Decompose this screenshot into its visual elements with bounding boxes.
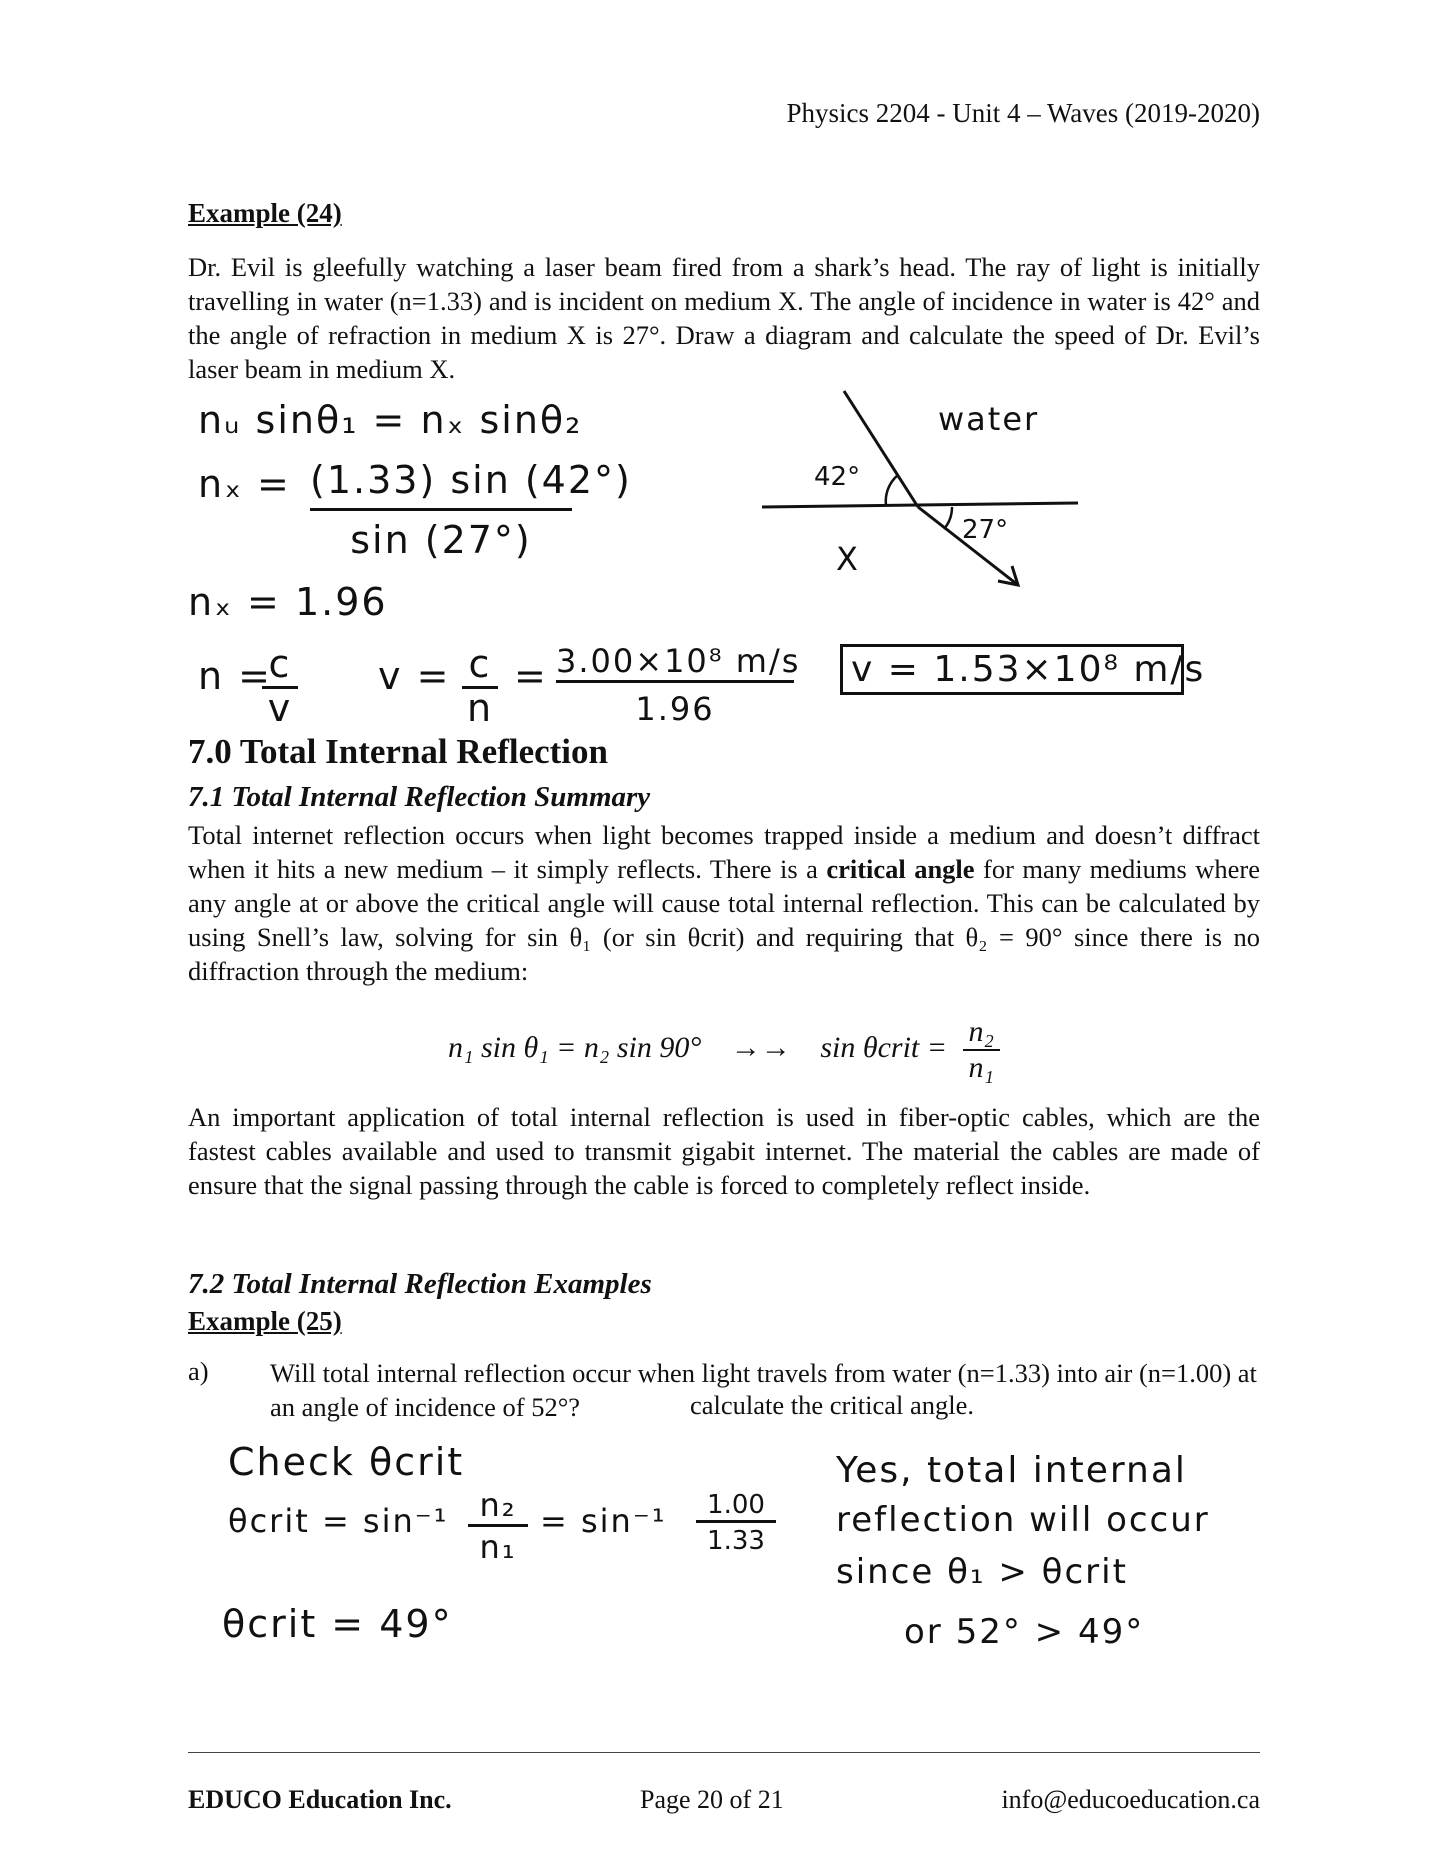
example-25-item-label: a) xyxy=(188,1356,209,1386)
work-v-label: v = xyxy=(378,654,451,698)
incidence-angle-arc xyxy=(886,475,898,505)
boundary-line xyxy=(762,503,1078,507)
diagram-angle-incidence: 42° xyxy=(814,462,861,492)
example-25-item-text: Will total internal reflection occur when light travels from water (n=1.33) into air (n=1.00) at an angle of incidence of 52°? xyxy=(270,1358,1257,1422)
section-7-title: 7.0 Total Internal Reflection xyxy=(188,732,608,771)
work-nx-denominator: sin (27°) xyxy=(350,518,532,562)
equation-arrow: →→ xyxy=(730,1030,791,1064)
critical-angle-equation xyxy=(188,1015,1260,1085)
footer-page-number: Page 20 of 21 xyxy=(640,1785,784,1814)
section-7-2-title: 7.2 Total Internal Reflection Examples xyxy=(188,1268,652,1300)
example-24-title: Example (24) xyxy=(188,198,342,228)
answer-line-4: or 52° > 49° xyxy=(904,1612,1145,1652)
crit-frac2-num: 1.00 xyxy=(696,1490,776,1523)
equation-right: sin θcrit = xyxy=(820,1030,947,1064)
crit-formula-mid: = sin⁻¹ xyxy=(540,1502,667,1540)
fiber-optic-paragraph: An important application of total internal reflection is used in fiber-optic cables, which are the fastest cables available and used to transmit gigabit internet. The material the cables are made of ensure that the signal passing through the cable is forced to completely reflect inside. xyxy=(188,1102,1260,1200)
equation-left: n₁ sin θ₁ = n₂ sin 90° xyxy=(448,1030,702,1064)
example-25-title: Example (25) xyxy=(188,1306,342,1336)
tir-summary-part1: Total internet reflection occurs when light becomes trapped inside a medium and doesn’t diffract when it hits a new medium – it simply reflects. There is a xyxy=(188,820,1260,884)
crit-result: θcrit = 49° xyxy=(222,1602,453,1646)
work-v-equals: = xyxy=(514,654,548,698)
diagram-label-x: X xyxy=(836,540,860,578)
equation-numerator: n₂ xyxy=(963,1015,1000,1051)
work-nx-label: nₓ = xyxy=(198,462,291,506)
crit-frac2-den: 1.33 xyxy=(707,1526,765,1556)
work-snell-equation: nᵤ sinθ₁ = nₓ sinθ₂ xyxy=(198,398,583,442)
work-n-num: c xyxy=(262,642,298,689)
work-n-label: n = xyxy=(198,654,273,698)
example-24-text: Dr. Evil is gleefully watching a laser beam fired from a shark’s head. The ray of light is initially travelling in water (n=1.33) and is incident on medium X. The angle of incidence in water is 42° and the angle of refraction in medium X is 27°. Draw a diagram and calculate the speed of Dr. Evil’s laser beam in medium X. xyxy=(188,252,1260,384)
diagram-angle-refraction: 27° xyxy=(962,515,1009,545)
tir-summary-part2: for many mediums where any angle at or above the critical angle will cause total internal reflection. This can be calculated by using Snell’s law, solving for sin θ₁ (or sin θcrit) and requiring that θ₂ = 90° since there is no diffraction through the medium: xyxy=(188,854,1260,986)
work-final-answer: v = 1.53×10⁸ m/s xyxy=(840,644,1184,695)
example-25-item-text2: calculate the critical angle. xyxy=(690,1390,974,1420)
critical-angle-term: critical angle xyxy=(826,854,975,884)
work-n-den: v xyxy=(267,686,293,730)
answer-line-2: reflection will occur xyxy=(836,1500,1210,1540)
footer-divider xyxy=(188,1752,1260,1753)
diagram-label-water: water xyxy=(938,400,1040,438)
crit-frac1-num: n₂ xyxy=(468,1486,528,1527)
work-v-den: n xyxy=(466,686,494,730)
work-v-num2: 3.00×10⁸ m/s xyxy=(556,642,794,683)
equation-denominator: n₁ xyxy=(968,1051,994,1084)
crit-formula-lhs: θcrit = sin⁻¹ xyxy=(228,1502,449,1540)
refraction-diagram xyxy=(760,385,1090,605)
work-nx-numerator: (1.33) sin (42°) xyxy=(310,458,572,511)
refraction-angle-arc xyxy=(944,507,952,529)
footer-company: EDUCO Education Inc. xyxy=(188,1785,452,1814)
section-7-1-title: 7.1 Total Internal Reflection Summary xyxy=(188,781,651,813)
page-header-title: Physics 2204 - Unit 4 – Waves (2019-2020) xyxy=(786,98,1260,128)
work-v-den2: 1.96 xyxy=(635,690,715,728)
answer-line-1: Yes, total internal xyxy=(836,1450,1187,1491)
work-v-num: c xyxy=(462,642,498,689)
answer-line-3: since θ₁ > θcrit xyxy=(836,1552,1128,1592)
check-crit-label: Check θcrit xyxy=(228,1440,465,1484)
equation-fraction xyxy=(963,1015,1000,1085)
crit-frac1-den: n₁ xyxy=(479,1528,517,1566)
work-nx-result: nₓ = 1.96 xyxy=(188,580,388,624)
tir-summary-paragraph xyxy=(188,818,1260,988)
footer-email: info@educoeducation.ca xyxy=(1001,1785,1260,1814)
